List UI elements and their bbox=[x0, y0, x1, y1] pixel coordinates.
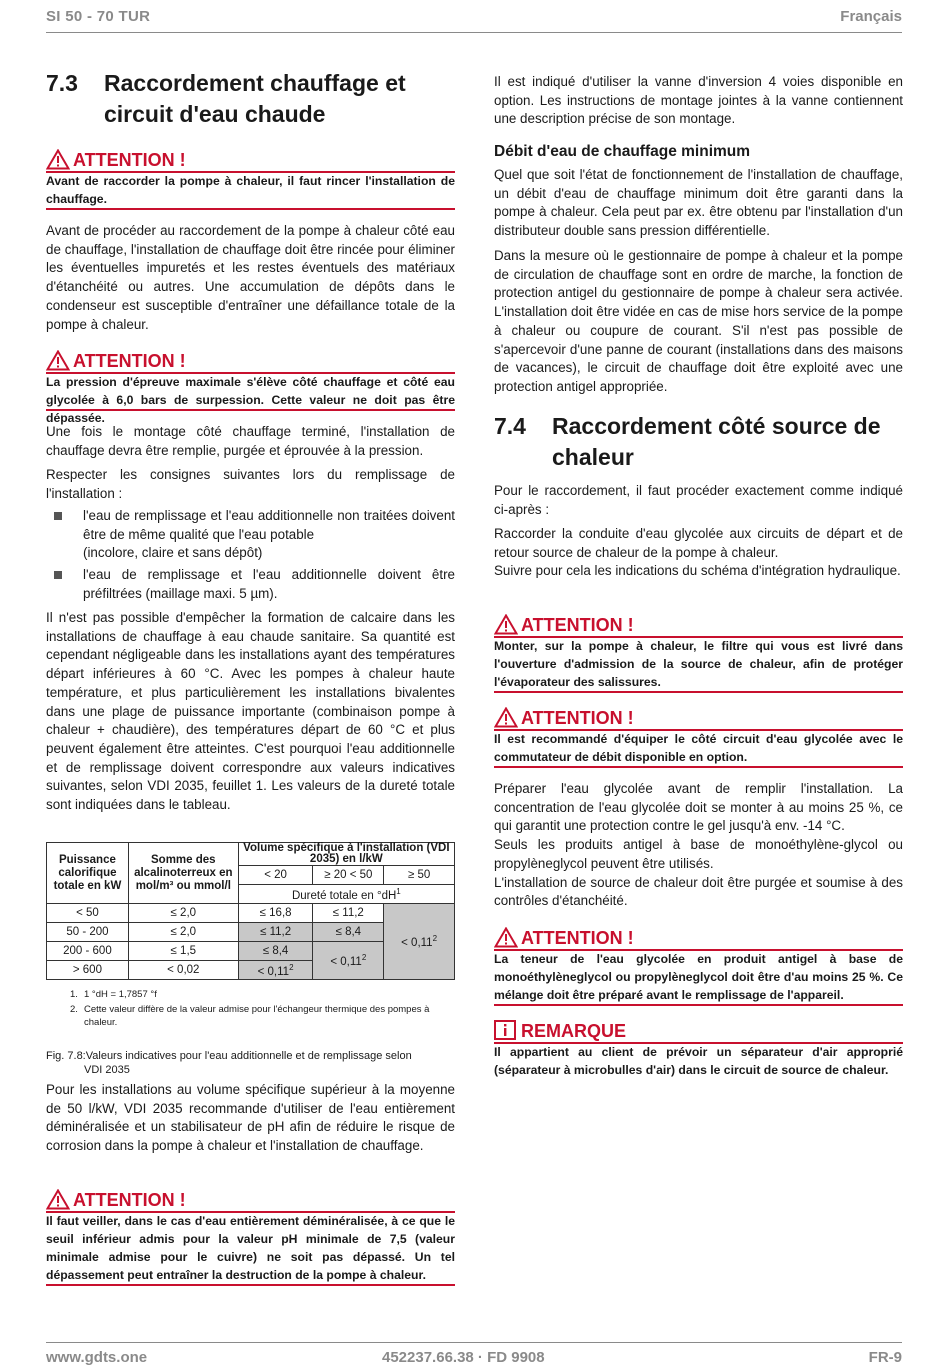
paragraph: Une fois le montage côté chauffage terminé, l'installation de chauffage devra être remplie, purgée et éprouvée à la pression. bbox=[46, 424, 455, 458]
warning-header bbox=[46, 149, 455, 173]
warning-text: La pression d'épreuve maximale s'élève côté chauffage et côté eau glycolée à 6,0 bars de surpession. Cette valeur ne doit pas être dépassée. bbox=[46, 375, 455, 425]
paragraph: Il n'est pas possible d'empêcher la formation de calcaire dans les installations de chauffage à eau chaude sanitaire. Sa quantité est cependant négligeable dans les installations ayant des températures départ inférieures à 60 °C. Avec les pompes à chaleur haute température, et plus particulièrement les installations bivalentes dans une plage de puissance importante (combinaison pompe à chaleur + chaudière), des températures départ de 60 °C et plus peuvent également être atteintes. C'est pourquoi l'eau additionnelle et de remplissage doivent correspondre aux valeurs indicatives suivantes, selon VDI 2035, feuillet 1. Les valeurs de la dureté totale sont indiquées dans le tableau. bbox=[46, 610, 455, 813]
list-item bbox=[54, 566, 455, 604]
warning-text: Il faut veiller, dans le cas d'eau entièrement déminéralisée, à ce que le seuil inférieur admis pour la valeur pH minimale de 7,5 (valeur minimale admise pour le cuivre) ne soit pas dépassé. Un tel dépassement peut entraîner la destruction de la pompe à chaleur. bbox=[46, 1214, 455, 1282]
table-cell-big: < $0,11^2$ bbox=[384, 904, 455, 980]
warning-triangle-icon bbox=[46, 149, 70, 170]
warning-triangle-icon bbox=[46, 1189, 70, 1210]
warning-bottom-rule bbox=[46, 1284, 455, 1286]
warning-label: ATTENTION ! bbox=[73, 1190, 186, 1210]
model-name: SI 50 - 70 TUR bbox=[46, 8, 151, 25]
list-item bbox=[54, 507, 455, 563]
table-subheader: ≥ 50 bbox=[384, 866, 455, 885]
table-row: 200 - 600 ≤ 1,5 ≤ 8,4 < $0,11^2$ bbox=[47, 942, 455, 961]
table-row: > 600 < 0,02 < $0,11^2$ bbox=[47, 961, 455, 980]
paragraph: Pour les installations au volume spécifique supérieur à la moyenne de 50 l/kW, VDI 2035 recommande d'utiliser de l'eau entièrement déminéralisée et un stabilisateur de pH afin de réduire le risque de corrosion dans la pompe à chaleur et l'installation de chauffage. bbox=[46, 1082, 455, 1154]
subheading: Débit d'eau de chauffage minimum bbox=[494, 143, 751, 160]
warning-header bbox=[46, 350, 455, 374]
warning-label: ATTENTION ! bbox=[73, 351, 186, 371]
warning-bottom-rule bbox=[494, 691, 903, 693]
warning-header bbox=[46, 1189, 455, 1213]
warning-label: ATTENTION ! bbox=[521, 708, 634, 728]
section-title-line2: chaleur bbox=[552, 444, 634, 470]
bullet-square bbox=[54, 512, 62, 520]
section-number: 7.4 bbox=[494, 413, 526, 439]
info-icon bbox=[494, 1020, 516, 1040]
paragraph: Respecter les consignes suivantes lors du remplissage de l'installation : bbox=[46, 467, 455, 501]
warning-bottom-rule bbox=[494, 1004, 903, 1006]
table-cell-merged: < $0,11^2$ bbox=[313, 942, 384, 980]
page-number: FR-9 bbox=[868, 1349, 902, 1366]
paragraph: Préparer l'eau glycolée avant de remplir l'installation. La concentration de l'eau glycolée doit se monter à au moins 25 %, ce qui garantit une protection contre le gel jusqu'à env. -14 °C. Seuls les produits antigel à base de monoéthylène-glycol ou propylèneglycol peuvent être utilisés. L'installation de source de chaleur doit être purgée et soumise à des contrôles d'étanchéité. bbox=[494, 781, 903, 909]
table-hardness-header: Dureté totale en $^\circ dH^1$ bbox=[238, 885, 454, 904]
warning-text: La teneur de l'eau glycolée en produit antigel à base de monoéthylèneglycol ou propylèneglycol doit être d'au moins 25 %. Ce mélange doit être préparé avant le remplissage de l'appareil. bbox=[494, 952, 903, 1002]
table-row: 50 - 200 ≤ 2,0 ≤ 11,2 ≤ 8,4 bbox=[47, 923, 455, 942]
warning-label: ATTENTION ! bbox=[521, 928, 634, 948]
list-item-text: l'eau de remplissage et l'eau additionnelle non traitées doivent être de même qualité que l'eau potable (incolore, claire et sans dépôt) bbox=[83, 508, 455, 561]
paragraph: Pour le raccordement, il faut procéder exactement comme indiqué ci-après : bbox=[494, 483, 903, 517]
warning-triangle-icon bbox=[46, 350, 70, 371]
note-label: REMARQUE bbox=[521, 1021, 627, 1041]
paragraph: Raccorder la conduite d'eau glycolée aux circuits de départ et de retour source de chaleur de la pompe à chaleur. Suivre pour cela les indications du schéma d'intégration hydraulique. bbox=[494, 526, 903, 579]
section-title-7-3 bbox=[46, 68, 455, 132]
section-title-line2: circuit d'eau chaude bbox=[104, 101, 326, 127]
website-link[interactable]: www.gdts.one bbox=[46, 1349, 148, 1366]
paragraph: Dans la mesure où le gestionnaire de pompe à chaleur et la pompe de circulation de chauffage sont en ordre de marche, la fonction de protection antigel du gestionnaire de pompe à chaleur sera activée. L'installation doit être vidée en cas de mise hors service de la pompe à chaleur ou coupure de courant. S'il n'est pas possible de s'apercevoir d'une panne de courant (installations dans des maisons de vacances), le circuit de chauffage doit être exploité avec une protection antigel appropriée. bbox=[494, 248, 903, 394]
warning-label: ATTENTION ! bbox=[73, 150, 186, 170]
table-header-volume: Volume spécifique à l'installation (VDI 2035) en l/kW bbox=[238, 843, 454, 866]
warning-bottom-rule bbox=[494, 766, 903, 768]
list-item-text: l'eau de remplissage et l'eau additionnelle doivent être préfiltrées (maillage maxi. 5 µm). bbox=[83, 567, 455, 601]
warning-bottom-rule bbox=[46, 208, 455, 210]
warning-triangle-icon bbox=[494, 614, 518, 635]
paragraph: Il est indiqué d'utiliser la vanne d'inversion 4 voies disponible en option. Les instructions de montage jointes à la vanne contiennent une description précise de son montage. bbox=[494, 74, 903, 127]
warning-header bbox=[494, 707, 903, 731]
vdi-hardness-table bbox=[46, 842, 455, 980]
warning-text: Avant de raccorder la pompe à chaleur, il faut rincer l'installation de chauffage. bbox=[46, 174, 455, 206]
table-subheader: < 20 bbox=[238, 866, 313, 885]
paragraph: Avant de procéder au raccordement de la pompe à chaleur côté eau de chauffage, l'installation de chauffage doit être rincée pour éliminer les éventuelles impuretés et les restes éventuels des matériaux d'étanchéité ou autres. Une accumulation de dépôts dans le condenseur est susceptible d'entraîner une défaillance totale de la pompe à chaleur. bbox=[46, 223, 455, 332]
figure-caption: Fig. 7.8:Valeurs indicatives pour l'eau additionnelle et de remplissage selon VDI 2035 bbox=[46, 1050, 412, 1076]
page-header bbox=[46, 6, 902, 33]
section-title-line1: Raccordement chauffage et bbox=[104, 70, 406, 96]
language-label: Français bbox=[840, 8, 902, 25]
warning-triangle-icon bbox=[494, 707, 518, 728]
warning-text: Il est recommandé d'équiper le côté circuit d'eau glycolée avec le commutateur de débit disponible en option. bbox=[494, 732, 903, 764]
warning-triangle-icon bbox=[494, 927, 518, 948]
bullet-square bbox=[54, 571, 62, 579]
table-row: < 50 ≤ 2,0 ≤ 16,8 ≤ 11,2 < $0,11^2$ bbox=[47, 904, 455, 923]
note-text: Il appartient au client de prévoir un séparateur d'air approprié (séparateur à microbulles d'air) dans le circuit de source de chaleur. bbox=[494, 1045, 903, 1077]
table-header-alkaline: Somme des alcalinoterreux en mol/m³ ou mmol/l bbox=[128, 843, 238, 904]
warning-bottom-rule bbox=[46, 409, 455, 411]
section-title-line1: Raccordement côté source de bbox=[552, 413, 881, 439]
note-header bbox=[494, 1020, 903, 1044]
warning-text: Monter, sur la pompe à chaleur, le filtre qui vous est livré dans l'ouverture d'admission de la source de chaleur, afin de protéger l'évaporateur des salissures. bbox=[494, 639, 903, 689]
page-footer bbox=[46, 1342, 902, 1371]
warning-header bbox=[494, 614, 903, 638]
paragraph: Quel que soit l'état de fonctionnement de l'installation de chauffage, un débit d'eau de chauffage minimum doit être garanti dans la pompe à chaleur. Cela peut par ex. être obtenu par l'installation d'un distributeur double sans pression différentielle. bbox=[494, 167, 903, 239]
document-number: 452237.66.38 · FD 9908 bbox=[382, 1349, 545, 1366]
table-header-power: Puissance calorifique totale en kW bbox=[47, 843, 129, 904]
section-number: 7.3 bbox=[46, 70, 78, 96]
warning-header bbox=[494, 927, 903, 951]
table-subheader: ≥ 20 < 50 bbox=[313, 866, 384, 885]
section-title-7-4 bbox=[494, 411, 903, 475]
warning-label: ATTENTION ! bbox=[521, 615, 634, 635]
